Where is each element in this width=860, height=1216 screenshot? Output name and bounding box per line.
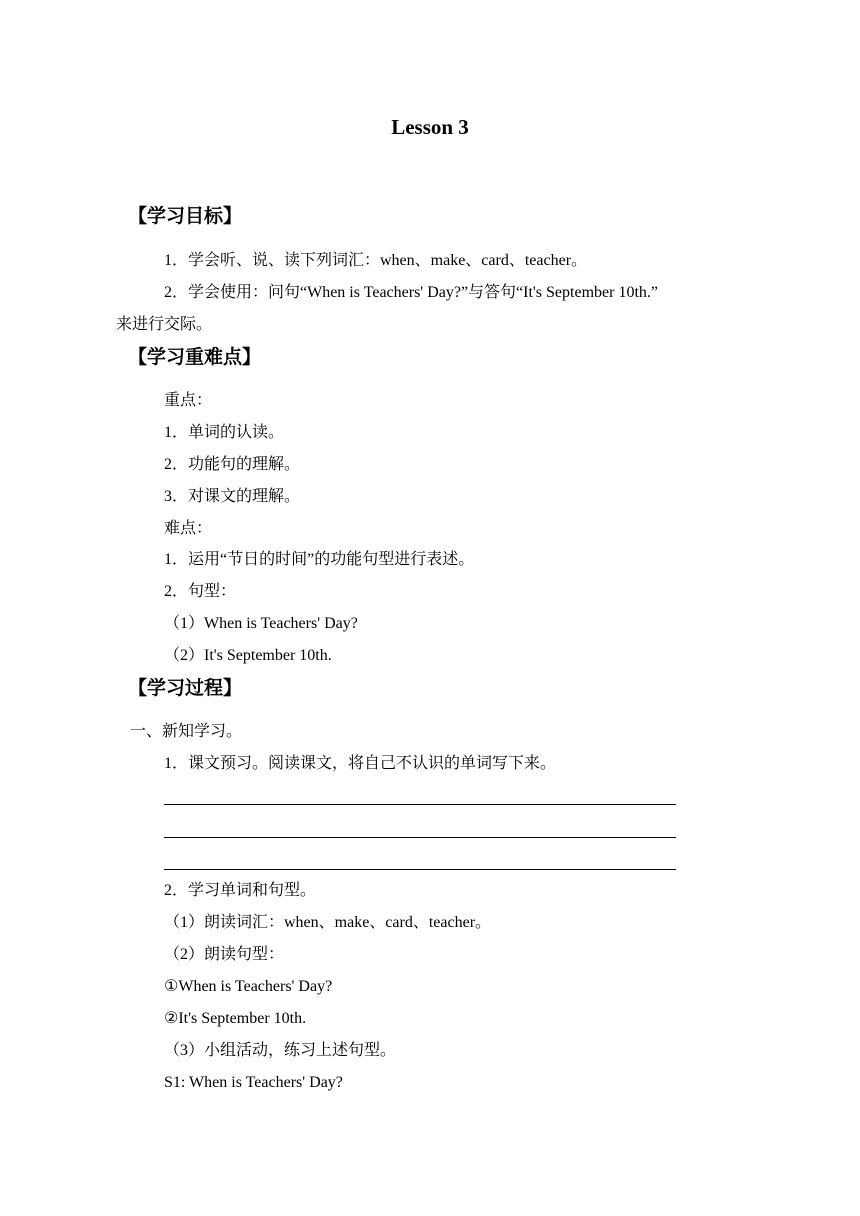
process-step: 1．课文预习。阅读课文，将自己不认识的单词写下来。: [164, 755, 557, 772]
difficulty-item: 2．句型：: [164, 583, 237, 600]
difficulty-item: （1）When is Teachers' Day?: [164, 615, 358, 632]
answer-blank-line: [164, 869, 676, 870]
difficulty-label: 难点：: [164, 520, 213, 537]
process-heading: 【学习过程】: [128, 678, 243, 699]
process-part-title: 一、新知学习。: [130, 723, 243, 740]
objective-item-continued: 来进行交际。: [116, 316, 213, 333]
process-step: 2．学习单词和句型。: [164, 882, 317, 899]
process-substep: S1: When is Teachers' Day?: [164, 1074, 343, 1091]
page-title: Lesson 3: [391, 115, 469, 139]
difficulty-item: （2）It's September 10th.: [164, 647, 332, 664]
process-substep: ①When is Teachers' Day?: [164, 978, 333, 995]
focus-label: 重点：: [164, 392, 213, 409]
process-substep: （1）朗读词汇：when、make、card、teacher。: [164, 914, 492, 931]
answer-blank-line: [164, 837, 676, 838]
objective-item: 2．学会使用：问句“When is Teachers' Day?”与答句“It's September 10th.”: [164, 284, 659, 301]
process-substep: ②It's September 10th.: [164, 1010, 307, 1027]
objective-item: 1．学会听、说、读下列词汇：when、make、card、teacher。: [164, 252, 588, 269]
difficulty-item: 1．运用“节日的时间”的功能句型进行表述。: [164, 551, 475, 568]
process-substep: （3）小组活动，练习上述句型。: [164, 1042, 397, 1059]
answer-blank-line: [164, 804, 676, 805]
focus-item: 3．对课文的理解。: [164, 488, 301, 505]
objectives-heading: 【学习目标】: [128, 206, 243, 227]
focus-item: 2．功能句的理解。: [164, 456, 301, 473]
focus-item: 1．单词的认读。: [164, 424, 285, 441]
key-points-heading: 【学习重难点】: [128, 347, 262, 368]
process-substep: （2）朗读句型：: [164, 946, 285, 963]
